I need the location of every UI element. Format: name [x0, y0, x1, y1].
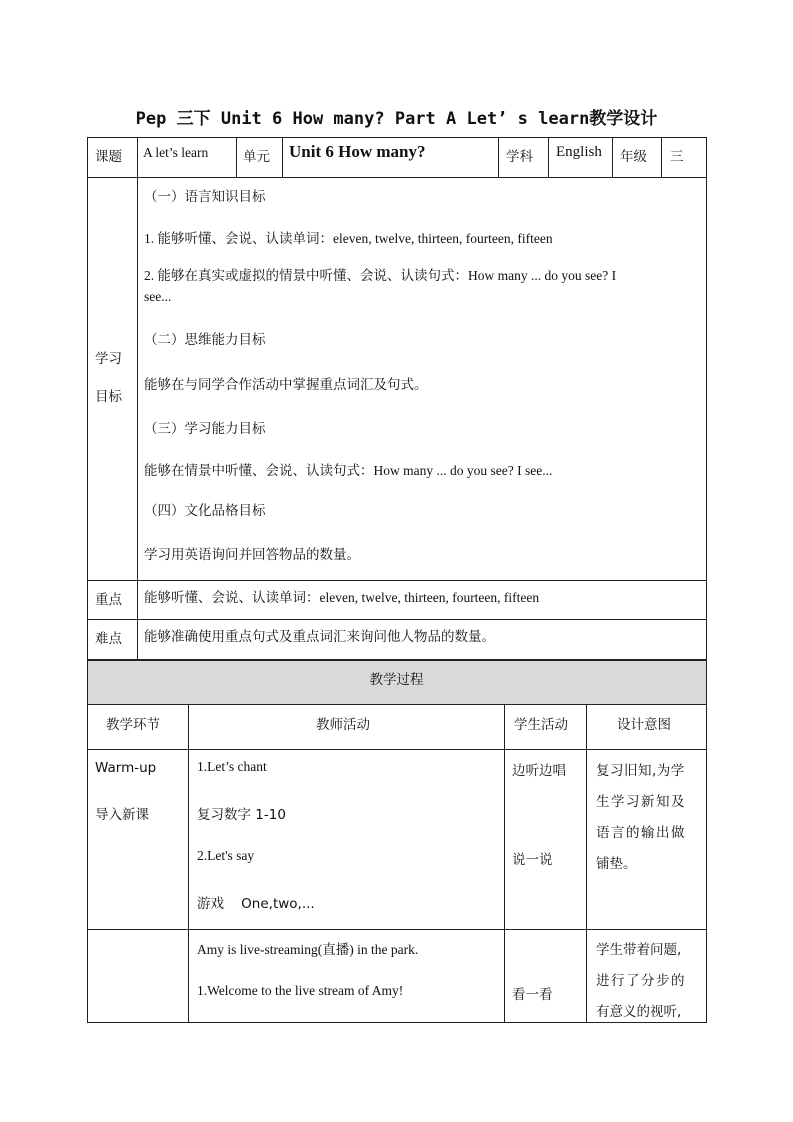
- document-title: Pep 三下 Unit 6 How many? Part A Let’ s learn教学设计: [135, 109, 658, 129]
- row1-intent-3: 语言的输出做: [596, 825, 686, 841]
- row2-intent-1: 学生带着问题,: [596, 942, 682, 958]
- subject-label: 学科: [506, 149, 533, 165]
- objective-section-4-text: 学习用英语询问并回答物品的数量。: [144, 547, 360, 563]
- objectives-label-2: 目标: [95, 389, 122, 405]
- process-title: 教学过程: [369, 672, 424, 688]
- key-point-label: 重点: [95, 592, 122, 608]
- col-header-teacher: 教师活动: [316, 717, 370, 733]
- objective-section-1-item-1: 1. 能够听懂、会说、认读单词：eleven, twelve, thirteen, fourteen, fifteen: [144, 231, 553, 246]
- row1-student-1: 边听边唱: [512, 763, 566, 779]
- objectives-label-1: 学习: [95, 351, 122, 367]
- objective-section-2-title: （二）思维能力目标: [144, 332, 266, 348]
- key-point-text: 能够听懂、会说、认读单词：eleven, twelve, thirteen, fourteen, fifteen: [144, 590, 540, 605]
- row2-intent-3: 有意义的视听,: [596, 1004, 682, 1020]
- subject-value: English: [556, 144, 602, 160]
- row2-teacher-2: 1.Welcome to the live stream of Amy!: [197, 983, 404, 998]
- row1-intent-2: 生学习新知及: [596, 794, 686, 810]
- unit-value: Unit 6 How many?: [289, 142, 426, 161]
- row1-stage-zh: 导入新课: [95, 807, 149, 823]
- row1-intent-1: 复习旧知,为学: [596, 763, 685, 779]
- row2-teacher-1: Amy is live-streaming(直播) in the park.: [197, 942, 419, 957]
- row1-intent-4: 铺垫。: [596, 856, 637, 872]
- objective-section-1-item-2-cont: see...: [144, 289, 172, 304]
- difficulty-label: 难点: [95, 631, 122, 647]
- row2-intent-2: 进行了分步的: [596, 973, 686, 989]
- lesson-label: 课题: [95, 149, 122, 165]
- grade-value: 三: [670, 149, 684, 165]
- row1-stage-en: Warm-up: [95, 760, 157, 776]
- objective-section-4-title: （四）文化品格目标: [144, 503, 266, 519]
- row2-student-1: 看一看: [512, 987, 553, 1003]
- objective-section-2-text: 能够在与同学合作活动中掌握重点词汇及句式。: [144, 377, 428, 393]
- row1-student-2: 说一说: [512, 852, 553, 868]
- objective-section-1-title: （一）语言知识目标: [144, 189, 266, 205]
- row1-teacher-1: 1.Let’s chant: [197, 759, 267, 774]
- objective-section-3-text: 能够在情景中听懂、会说、认读句式：How many ... do you see? I see...: [144, 463, 553, 478]
- lesson-value: A let’s learn: [143, 145, 209, 160]
- row1-teacher-2: 复习数字 1-10: [197, 807, 286, 823]
- unit-label: 单元: [243, 149, 270, 165]
- row1-teacher-3: 2.Let's say: [197, 848, 255, 863]
- row1-teacher-4: 游戏 One,two,...: [197, 896, 315, 912]
- col-header-student: 学生活动: [514, 717, 568, 733]
- objective-section-1-item-2: 2. 能够在真实或虚拟的情景中听懂、会说、认读句式：How many ... do you see? I: [144, 268, 617, 283]
- difficulty-text: 能够准确使用重点句式及重点词汇来询问他人物品的数量。: [144, 629, 495, 645]
- col-header-intent: 设计意图: [617, 717, 671, 733]
- grade-label: 年级: [620, 149, 647, 165]
- objective-section-3-title: （三）学习能力目标: [144, 421, 266, 437]
- col-header-stage: 教学环节: [106, 717, 160, 733]
